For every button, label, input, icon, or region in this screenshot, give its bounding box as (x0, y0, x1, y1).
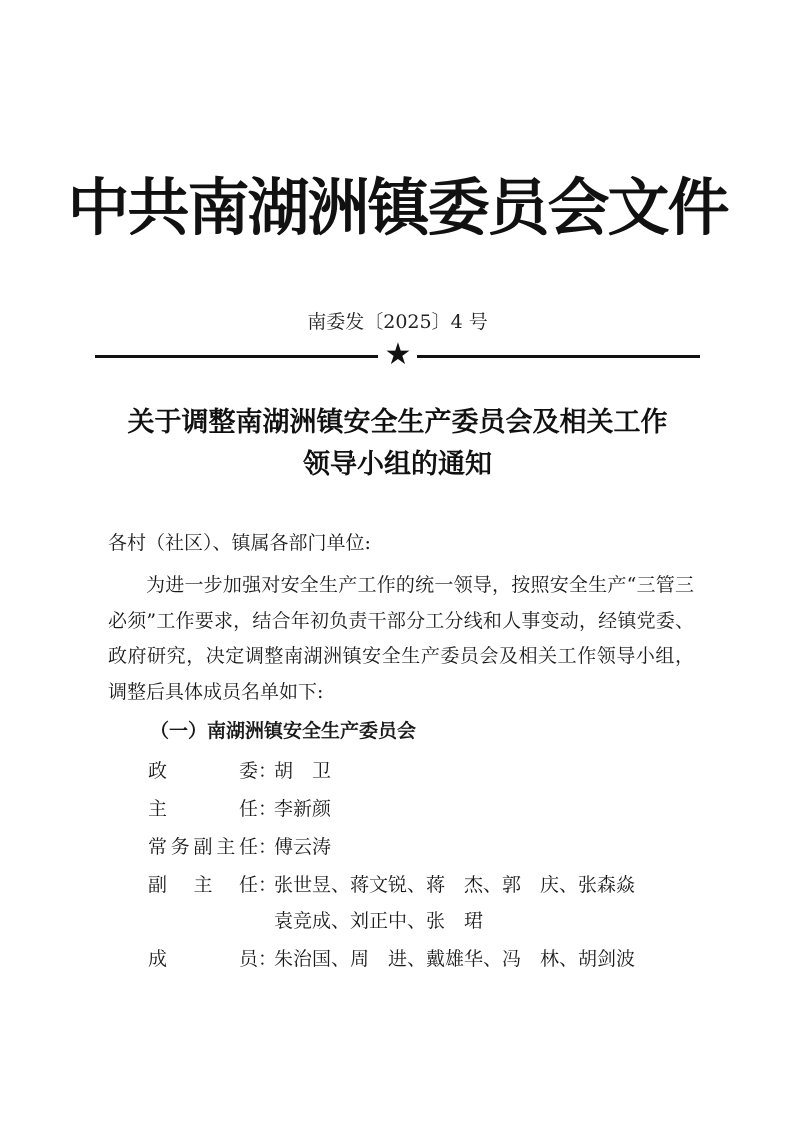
role-colon: ： (258, 836, 278, 858)
salutation: 各村（社区）、镇属各部门单位: (108, 532, 371, 554)
role-colon: ： (258, 948, 278, 970)
divider-line-right (417, 355, 700, 358)
role-colon: ： (258, 874, 278, 896)
role-names: 傅云涛 (274, 836, 332, 858)
role-label: 副主任 (148, 874, 258, 896)
notice-title-line1: 关于调整南湖洲镇安全生产委员会及相关工作 (127, 407, 668, 438)
role-names: 胡 卫 (274, 760, 332, 782)
role-colon: ： (258, 798, 278, 820)
role-label: 主任 (148, 798, 258, 820)
star-icon: ★ (384, 337, 412, 372)
notice-title-line2: 领导小组的通知 (303, 449, 492, 480)
role-label: 政委 (148, 760, 258, 782)
role-names: 张世昱、蒋文锐、蒋 杰、郭 庆、张森焱 (274, 874, 636, 896)
section-heading: （一）南湖洲镇安全生产委员会 (150, 720, 417, 742)
document-number: 南委发〔2025〕4 号 (307, 311, 488, 333)
body-paragraph: 为进一步加强对安全生产工作的统一领导，按照安全生产“三管三必须”工作要求，结合年初负责干部分工分线和人事变动，经镇党委、政府研究，决定调整南湖洲镇安全生产委员会及相关工作领导小组，调整后具体成员名单如下: (108, 574, 694, 703)
notice-title (0, 402, 795, 486)
role-label: 成员 (148, 948, 258, 970)
red-header-divider (95, 337, 700, 372)
divider-line-left (95, 355, 378, 358)
role-names-continued: 袁竞成、刘正中、张 珺 (274, 910, 484, 932)
role-names: 李新颜 (274, 798, 332, 820)
org-title: 中共南湖洲镇委员会文件 (67, 171, 728, 244)
role-label: 常务副主任 (148, 836, 258, 858)
role-colon: ： (258, 760, 278, 782)
role-names: 朱治国、周 进、戴雄华、冯 林、胡剑波 (274, 948, 636, 970)
